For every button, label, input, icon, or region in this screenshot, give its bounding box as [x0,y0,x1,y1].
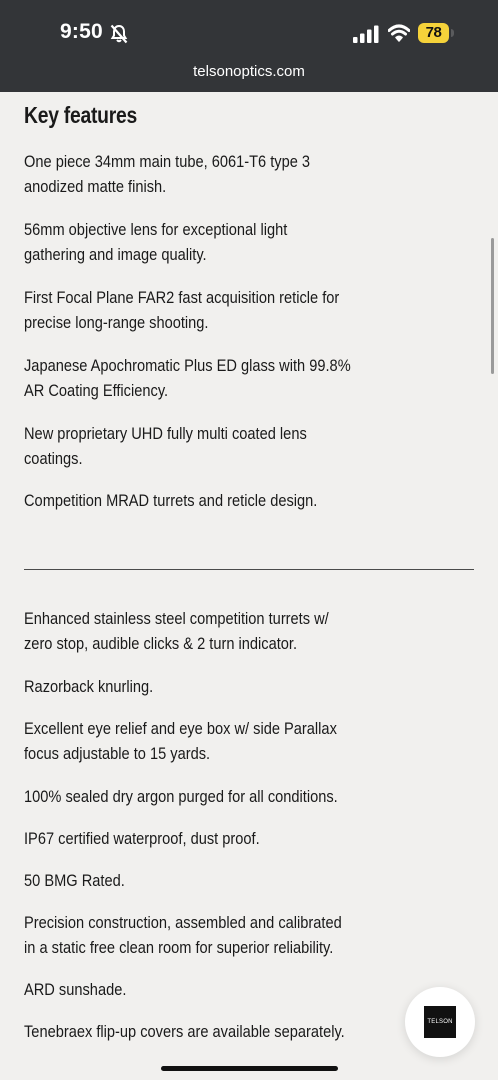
battery-icon [418,23,454,43]
battery-level: 78 [418,23,449,43]
feature-item: Tenebraex flip-up covers are available separately. [24,1022,345,1041]
home-indicator[interactable] [161,1066,338,1071]
url-bar[interactable]: telsonoptics.com [193,63,305,80]
feature-item: ARD sunshade. [24,980,127,999]
feature-item: One piece 34mm main tube, 6061-T6 type 3 anodized matte finish. [24,152,311,196]
browser-chrome [0,0,498,92]
chat-widget-button[interactable] [405,987,475,1057]
feature-item: Precision construction, assembled and calibrated in a static free clean room for superior reliability. [24,913,342,957]
feature-item: 50 BMG Rated. [24,871,125,890]
status-time: 9:50 [60,20,103,43]
cellular-signal-icon [352,25,380,43]
section-divider [24,569,474,570]
feature-item: Japanese Apochromatic Plus ED glass with 99.8% AR Coating Efficiency. [24,356,351,400]
feature-item: IP67 certified waterproof, dust proof. [24,829,260,848]
feature-item: First Focal Plane FAR2 fast acquisition reticle for precise long-range shooting. [24,288,340,332]
feature-item: Excellent eye relief and eye box w/ side Parallax focus adjustable to 15 yards. [24,719,337,763]
feature-item: 56mm objective lens for exceptional light gathering and image quality. [24,220,288,264]
battery-tip [451,29,454,37]
feature-item: Enhanced stainless steel competition turrets w/ zero stop, audible clicks & 2 turn indicator. [24,609,329,653]
wifi-icon [388,24,410,42]
feature-item: 100% sealed dry argon purged for all conditions. [24,787,338,806]
bell-slash-icon [110,24,128,44]
feature-item: Competition MRAD turrets and reticle design. [24,491,318,510]
feature-item: New proprietary UHD fully multi coated lens coatings. [24,424,307,468]
status-bar [0,0,498,62]
telson-logo: TELSON [424,1006,456,1038]
feature-item: Razorback knurling. [24,677,154,696]
page-scrollbar[interactable] [491,238,494,374]
section-heading: Key features [24,102,137,128]
